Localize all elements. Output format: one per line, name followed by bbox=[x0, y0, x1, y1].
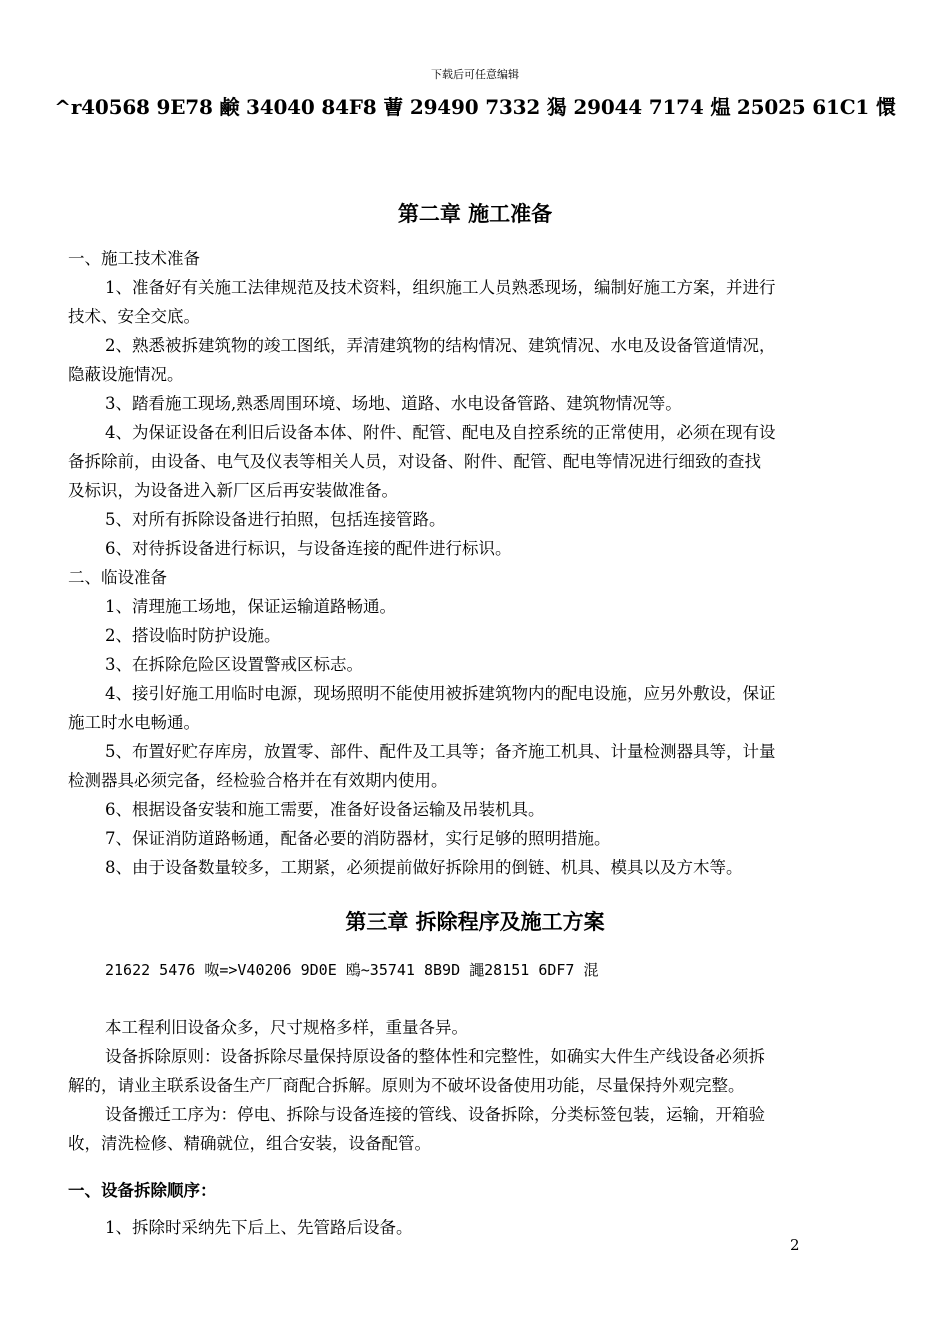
paragraph-line: 2、搭设临时防护设施。 bbox=[105, 626, 281, 645]
paragraph-line: 1、准备好有关施工法律规范及技术资料，组织施工人员熟悉现场，编制好施工方案，并进行 bbox=[105, 278, 776, 297]
paragraph-line: 本工程利旧设备众多，尺寸规格多样，重量各异。 bbox=[105, 1018, 468, 1037]
paragraph-line: 2、熟悉被拆建筑物的竣工图纸，弄清建筑物的结构情况、建筑情况、水电及设备管道情况， bbox=[105, 336, 776, 355]
garbled-line: 21622 5476 呶=>V40206 9D0E 鴎~35741 8B9D 譝28151 6DF7 混 bbox=[105, 961, 599, 979]
paragraph-line: 8、由于设备数量较多，工期紧，必须提前做好拆除用的倒链、机具、模具以及方木等。 bbox=[105, 858, 743, 877]
paragraph-line: 及标识，为设备进入新厂区后再安装做准备。 bbox=[68, 481, 398, 500]
paragraph-line: 5、对所有拆除设备进行拍照，包括连接管路。 bbox=[105, 510, 446, 529]
chapter-3-section-1 bbox=[68, 1176, 884, 1205]
paragraph-line: 技术、安全交底。 bbox=[68, 307, 200, 326]
paragraph-line: 6、对待拆设备进行标识，与设备连接的配件进行标识。 bbox=[105, 539, 512, 558]
paragraph-line: 4、接引好施工用临时电源，现场照明不能使用被拆建筑物内的配电设施，应另外敷设，保证 bbox=[105, 684, 776, 703]
paragraph-line: 4、为保证设备在利旧后设备本体、附件、配管、配电及自控系统的正常使用，必须在现有设 bbox=[105, 423, 776, 442]
section-title: 一、施工技术准备 bbox=[68, 249, 200, 268]
section-title: 一、设备拆除顺序： bbox=[68, 1181, 217, 1200]
garbled-title: ^r40568 9E78 鹸 34040 84F8 蓸 29490 7332 猲 29044 7174 煴 25025 61C1 懁 bbox=[54, 95, 896, 119]
chapter-2-body bbox=[68, 244, 884, 882]
paragraph-line: 隐蔽设施情况。 bbox=[68, 365, 184, 384]
paragraph-line: 1、清理施工场地，保证运输道路畅通。 bbox=[105, 597, 396, 616]
chapter-3-body bbox=[68, 1013, 884, 1158]
paragraph-line: 施工时水电畅通。 bbox=[68, 713, 200, 732]
paragraph-line: 备拆除前，由设备、电气及仪表等相关人员，对设备、附件、配管、配电等情况进行细致的查找 bbox=[68, 452, 761, 471]
header-note: 下载后可任意编辑 bbox=[431, 68, 519, 81]
paragraph-line: 设备搬迁工序为：停电、拆除与设备连接的管线、设备拆除，分类标签包装，运输，开箱验 bbox=[105, 1105, 765, 1124]
paragraph-line: 6、根据设备安装和施工需要，准备好设备运输及吊装机具。 bbox=[105, 800, 545, 819]
paragraph-line: 解的，请业主联系设备生产厂商配合拆解。原则为不破坏设备使用功能，尽量保持外观完整。 bbox=[68, 1076, 745, 1095]
chapter-3-garbled-line-block bbox=[68, 956, 884, 985]
section-title: 二、临设准备 bbox=[68, 568, 167, 587]
paragraph-line: 1、拆除时采纳先下后上、先管路后设备。 bbox=[105, 1218, 413, 1237]
page-number: 2 bbox=[790, 1236, 800, 1254]
paragraph-line: 收，清洗检修、精确就位，组合安装，设备配管。 bbox=[68, 1134, 431, 1153]
chapter-3-section-1-body bbox=[68, 1213, 884, 1242]
paragraph-line: 5、布置好贮存库房，放置零、部件、配件及工具等；备齐施工机具、计量检测器具等，计量 bbox=[105, 742, 776, 761]
paragraph-line: 3、踏看施工现场,熟悉周围环境、场地、道路、水电设备管路、建筑物情况等。 bbox=[105, 394, 682, 413]
paragraph-line: 7、保证消防道路畅通，配备必要的消防器材，实行足够的照明措施。 bbox=[105, 829, 611, 848]
paragraph-line: 检测器具必须完备，经检验合格并在有效期内使用。 bbox=[68, 771, 448, 790]
paragraph-line: 设备拆除原则：设备拆除尽量保持原设备的整体性和完整性，如确实大件生产线设备必须拆 bbox=[105, 1047, 765, 1066]
paragraph-line: 3、在拆除危险区设置警戒区标志。 bbox=[105, 655, 363, 674]
chapter-2-title: 第二章 施工准备 bbox=[397, 201, 553, 226]
chapter-3-title: 第三章 拆除程序及施工方案 bbox=[345, 909, 605, 934]
